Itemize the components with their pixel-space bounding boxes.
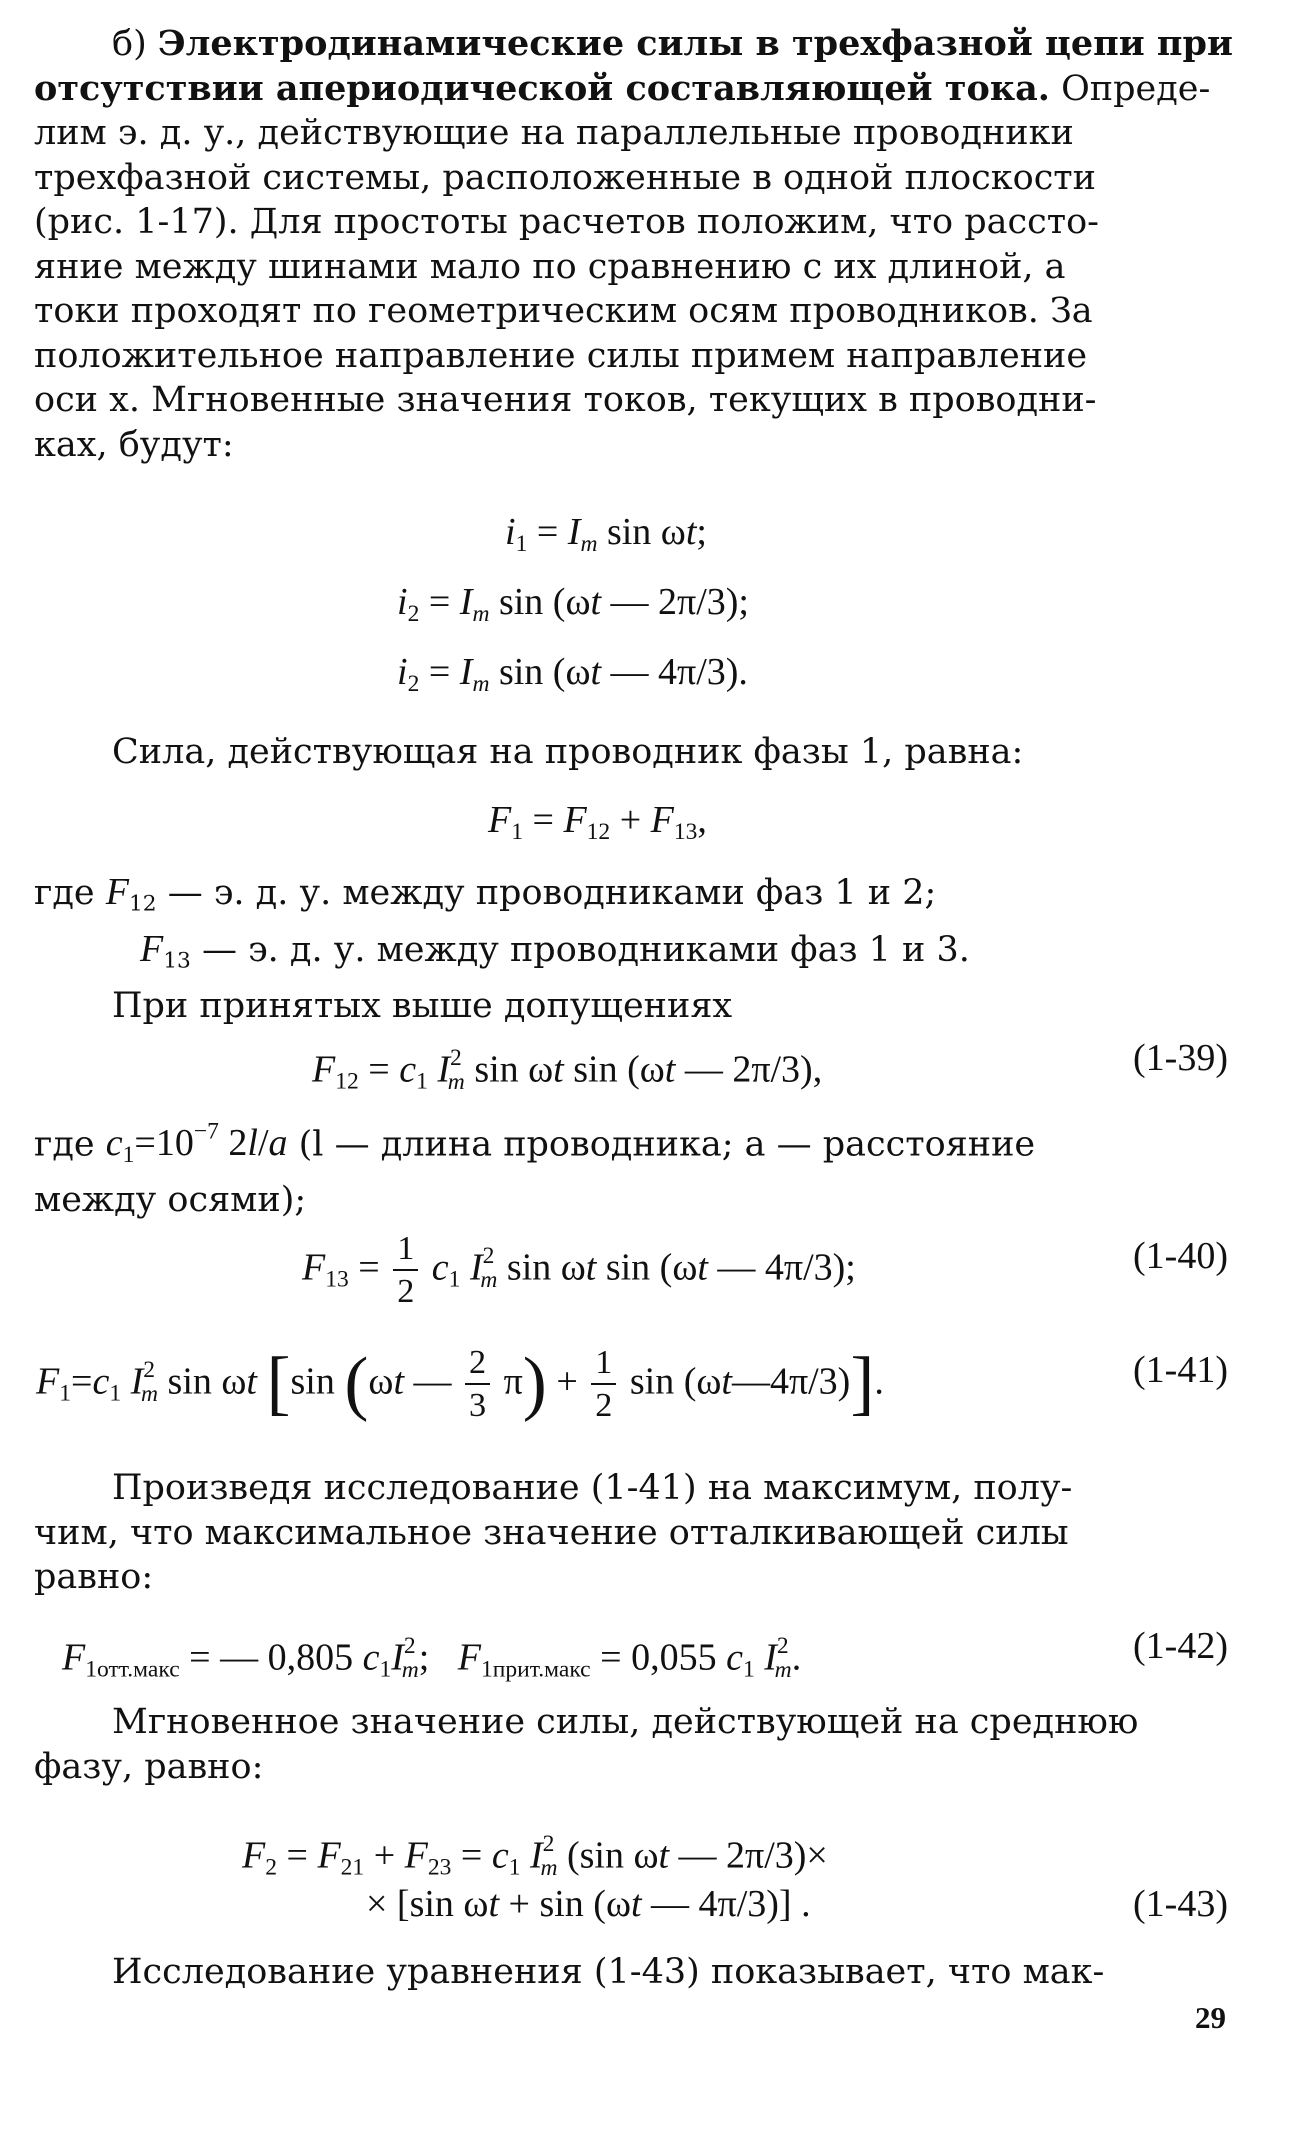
where-definitions: где $F_{12}$ — э. д. у. между проводниками фаз 1 и 2; $F_{13}$ — э. д. у. между проводниками фаз 1 и 3. При принятых выше допущениях [34,870,1234,1029]
closing-line [34,1950,1234,1995]
intro-line: трехфазной системы, расположенные в одной плоскости [34,157,1096,198]
force-intro [34,730,1234,775]
equation-number: (1-39) [1133,1037,1228,1079]
where-prefix: где [34,873,95,913]
where-f13-desc: — э. д. у. между проводниками фаз 1 и 3. [190,930,970,970]
intro-line: (рис. 1-17). Для простоты расчетов положим, что рассто- [34,202,1099,242]
middle-line: Мгновенное значение силы, действующей на среднюю [112,1702,1139,1742]
equation-number: (1-43) [1133,1883,1228,1925]
equation-number: (1-41) [1133,1349,1228,1391]
research-line: Произведя исследование (1-41) на максимум, полу- [112,1468,1073,1508]
intro-line-1 [34,22,1234,67]
intro-line-2 [34,67,1234,112]
research-paragraph [34,1466,1234,1600]
middle-line: фазу, равно: [34,1746,264,1787]
intro-tail: Опреде- [1049,68,1211,109]
c1-def-text: (l — длина проводника; a — расстояние [287,1124,1036,1165]
intro-line: оси x. Мгновенные значения токов, текущих в проводни- [34,380,1097,420]
where-f12-desc: — э. д. у. между проводниками фаз 1 и 2; [156,873,937,913]
book-page: б) Электродинамические силы в трехфазной цепи при отсутствии апериодической составляющей тока. Опреде- лим э. д. у., действующие на параллельные проводники трехфазной системы, расположенные в одной плоскости (рис. 1-17). Для простоты расчетов положим, что рассто- яние между шинами мало по сравнению с их длиной, а токи проходят по геометрическим осям проводников. За положительное направление силы примем направление оси x. Мгновенные значения токов, текущих в проводни- ках, будут: $i_1 = I_m$ sin ωt; $i_2 = I_m$ sin (ωt — 2π/3); $i_2 = I_m$ sin (ωt — 4π/3). Сила, действующая на проводник фазы 1, равна: $F_1 = F_{12} + F_{13}$, где $F_{12}$ — э. д. у. между проводниками фаз 1 и 2; $F_{13}$ — э. д. у. между проводниками фаз 1 и 3. При принятых выше допущениях $F_{12} = c_1$ $I^2_m$ sin ωt sin (ωt — 2π/3), (1-39) где $c_1=10^{-7}$ 2l/a (l — длина проводника; a — расстояние между осями); $F_{13}$ = $\frac{1}{2}$ $c_1$ $I^2_m$ sin ωt sin (ωt — 4π/3); (1-40) $F_1=c_1$ $I^2_m$ sin ωt [sin (ωt — $\frac{2}{3}$ π) + $\frac{1}{2}$ sin (ωt—4π/3)]. (1-41) Произведя исследование (1-41) на максимум, полу- чим, что максимальное значение отталкивающей силы равно: $F_{1отт.макс}$ = — 0,805 $c_1I^2_m$; $F_{1прит.макс} = 0,055$ $c_1$ $I^2_m$. (1-42) Мгновенное значение силы, действующей на среднюю фазу, равно: $F_2 = F_{21} + F_{23} = c_1$ $I^2_m$ (sin ωt — 2π/3)× × [sin ωt + sin (ωt — 4π/3)] . (1-43) Исследование уравнения (1-43) показывает, что мак- 29 [34,23,1233,2035]
section-label: б) [112,24,147,64]
middle-phase-paragraph [34,1700,1234,1789]
research-line: чим, что максимальное значение отталкивающей силы [34,1512,1069,1553]
equation-number: (1-40) [1133,1235,1228,1277]
closing-text: Исследование уравнения (1-43) показывает, что мак- [112,1952,1105,1992]
c1-prefix: где [34,1124,95,1165]
intro-line: положительное направление силы примем направление [34,335,1088,376]
section-title-line-1: Электродинамические силы в трехфазной цепи при [157,23,1233,64]
c1-line-2: между осями); [34,1180,307,1221]
intro-paragraph [34,22,1234,467]
intro-line: яние между шинами мало по сравнению с их длиной, а [34,246,1066,287]
assumptions-text: При принятых выше допущениях [112,986,733,1026]
force-intro-text: Сила, действующая на проводник фазы 1, равна: [112,732,1024,772]
intro-line: ках, будут: [34,424,234,465]
intro-line: лим э. д. у., действующие на параллельные проводники [34,113,1074,153]
page-number: 29 [1195,2000,1226,2035]
section-title-line-2: отсутствии апериодической составляющей тока. [34,67,1050,109]
equation-number: (1-42) [1133,1625,1228,1667]
c1-definition: где $c_1=10^{-7}$ 2l/a (l — длина проводника; a — расстояние между осями); [34,1110,1234,1223]
intro-line: токи проходят по геометрическим осям проводников. За [34,291,1093,331]
research-line: равно: [34,1557,154,1597]
